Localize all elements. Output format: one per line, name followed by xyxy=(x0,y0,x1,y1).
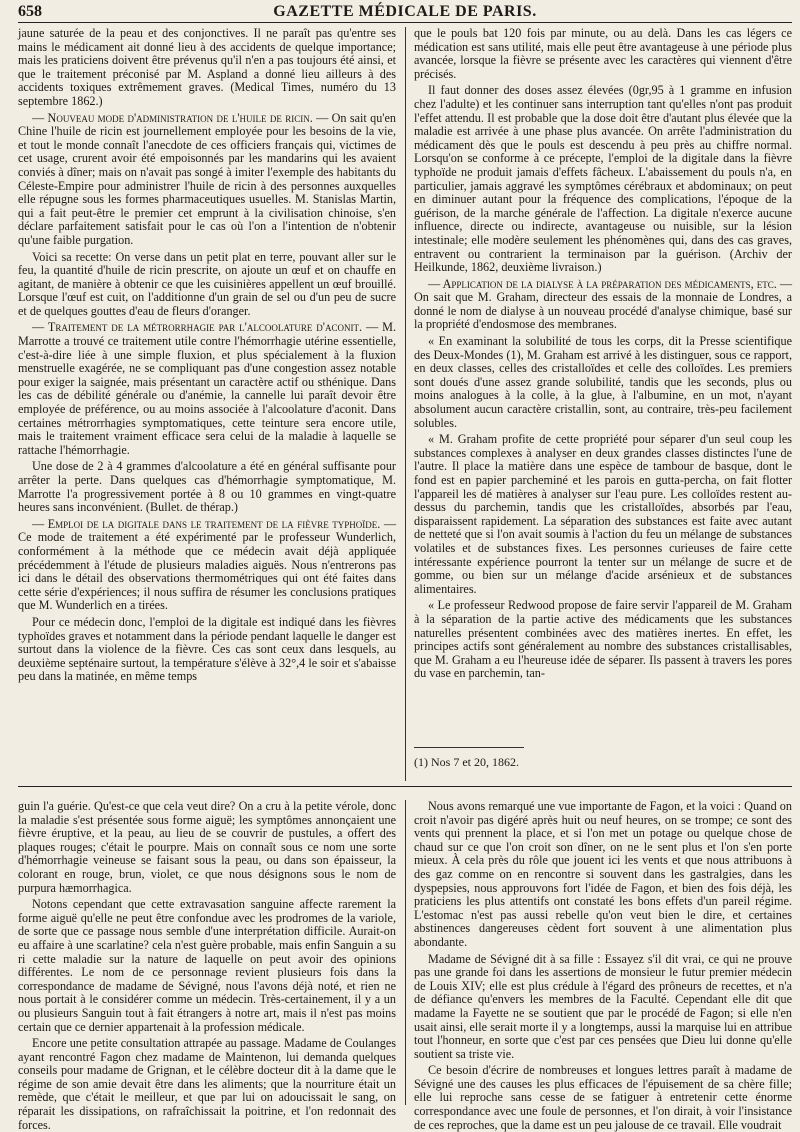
section-body: — Ce mode de traitement a été expérimenté par le professeur Wunderlich, conformément à la méthode que ce médecin avait déjà appliquée précédemment à l'étude de plusieurs maladies aiguës. Nous n'entrerons pas ici dans le détail des observations thermométriques qui ont été faites dans cette série d'expériences; il nous suffira de résumer les conclusions pratiques que M. Wunderlich en a tirées. xyxy=(18,516,397,613)
section-body: — On sait que M. Graham, directeur des essais de la monnaie de Londres, a donné le nom de dialyse à un nouveau procédé d'analyse chimique, basé sur la propriété d'endosmose des membranes. xyxy=(414,276,793,332)
page-header xyxy=(18,2,792,23)
paragraph: Nous avons remarqué une vue importante de Fagon, et la voici : Quand on croit n'avoir pas digéré après huit ou neuf heures, on se trompe; ce sont des vents qui prennent la place, et si l'on met un potage ou quelque chose de chaud sur ce que l'on croit son dîner, on ne le sent plus et l'on s'en porte mieux. À cela près du rôle que jouent ici les vents et que nous attribuons à des gaz comme on en rencontre si souvent dans les gastralgies, dans les dyspepsies, nous approuvons fort l'idée de Fagon, et bien des fois déjà, les praticiens les plus attentifs ont constaté les bons effets d'un pareil régime. L'estomac n'est pas aussi rebelle qu'on veut bien le dire, et certaines abstinences dangereuses cèdent fort souvent à une alimentation plus abondante. xyxy=(414,799,792,949)
paragraph: Pour ce médecin donc, l'emploi de la digitale est indiqué dans les fièvres typhoïdes graves et notamment dans la période pendant laquelle le danger est surtout dans la violence de la fièvre. Ces cas sont ceux dans lesquels, au deuxième septénaire surtout, la température s'élève à 32°,4 le soir et s'abaisse peu dans la matinée, en même temps xyxy=(18,614,396,684)
section-title: — Emploi de la digitale dans le traitement de la fièvre typhoïde. xyxy=(32,516,381,531)
footnote-rule xyxy=(414,747,524,748)
paragraph: Une dose de 2 à 4 grammes d'alcoolature a été en général suffisante pour arrêter la perte. Dans quelques cas d'hémorrhagie symptomatique, M. Marrotte l'a progressivement portée à 8 ou 10 grammes en vingt-quatre heures sans inconvénient. (Bullet. de thérap.) xyxy=(18,459,396,515)
paragraph: « En examinant la solubilité de tous les corps, dit la Presse scientifique des Deux-Mondes (1), M. Graham est arrivé à les distinguer, sous ce rapport, en deux classes, celles des cristalloïdes et celle des colloïdes. Les premiers sont doués d'une assez grande solubilité, tandis que les seconds, plus ou moins analogues à la colle, à la glue, à l'albumine, en un mot, n'ayant absolument aucun caractère cristallin, sont, au contraire, très-peu facilement solubles. xyxy=(414,334,792,430)
section-dialyse xyxy=(414,278,792,332)
feuilleton-column-left xyxy=(18,799,396,1132)
paragraph: Voici sa recette: On verse dans un petit plat en terre, pouvant aller sur le feu, la quantité d'huile de ricin prescrite, on ajoute un œuf et on chauffe en agitant, de manière à obtenir ce que les cuisinières appellent un œuf brouillé. Lorsque l'œuf est cuit, on l'additionne d'un grain de sel ou d'un peu de sucre et de quelques gouttes d'eau de fleurs d'oranger. xyxy=(18,249,396,318)
paragraph: Notons cependant que cette extravasation sanguine affecte rarement la forme aiguë qu'elle ne peut être confondue avec les prodromes de la variole, de sorte que ce passage nous semble d'une interprétation difficile. Aurait-on eu affaire à une scarlatine? cela n'est guère probable, mais enfin Sanguin a su ri cette maladie sur la nature de laquelle on peut avoir des opinions différentes. Le nom de ce personnage revient plusieurs fois dans la correspondance de madame de Sévigné, nous l'avons déjà noté, et rien ne nous portait à le considérer comme un médecin. Très-certainement, il y a un ou plusieurs Sanguin tout à fait étrangers à notre art, mais il n'est pas moins certain que ce dernier appartenait à la profession médicale. xyxy=(18,897,396,1034)
column-divider-bottom xyxy=(405,800,406,1105)
column-divider-top xyxy=(405,27,406,781)
paragraph: « M. Graham profite de cette propriété pour séparer d'un seul coup les substances complexes à analyser en deux grandes classes distinctes l'une de l'autre. Il place la matière dans une espèce de tambour de basque, dont le fond est en papier parcheminé et les parois en gutta-percha, on fait flotter l'appareil les dé matières à analyser sur l'eau pure. Les colloïdes restent au-dessus du parchemin, tandis que les cristalloïdes, absorbés par l'eau, disparaissent rapidement. La séparation des substances est faite avec autant de netteté que si l'on avait soumis à l'action du feu un mélange de substances volatiles et de substances fixes. Les personnes curieuses de faire cette intéressante expérience pourront la tenter sur un mélange de sucre et de gomme, ou bien sur un mélange d'acide arsénieux et de substances alimentaires. xyxy=(414,432,792,596)
article-column-left-top xyxy=(18,27,396,779)
paragraph: Madame de Sévigné dit à sa fille : Essayez s'il dit vrai, ce qui ne prouve pas une grande foi dans les assertions de monsieur le futur premier médecin de Louis XIV; elle est plus crédule à l'égard des prôneurs de recettes, et n'a de défiance qu'envers les membres de la Faculté. Cependant elle dit que madame la Fayette ne se soutient que par le procédé de Fagon; si elle n'en usait ainsi, elle serait morte il y a longtemps, aussi la marquise lui en attribue tout l'honneur, en sorte que c'est par ces pensées que Dieu lui donne qu'elle soutient sa triste vie. xyxy=(414,951,792,1061)
paragraph: « Le professeur Redwood propose de faire servir l'appareil de M. Graham à la séparation de la partie active des médicaments que les substances naturelles présentent combinées avec des matières inertes. En effet, les principes actifs sont généralement au nombre des substances cristallisables, que M. Graham a eu l'heureuse idée de séparer. Ils passent à travers les pores du vase en parchemin, tan- xyxy=(414,598,792,681)
section-title: — Application de la dialyse à la préparation des médicaments, etc. xyxy=(428,276,777,291)
page-number: 658 xyxy=(18,3,42,20)
paragraph: que le pouls bat 120 fois par minute, ou au delà. Dans les cas légers ce médication est sans utilité, mais elle peut être avantageuse à une période plus avancée, lorsque la fièvre se présente avec les caractères qui viennent d'être précisés. xyxy=(414,26,792,81)
section-title: — Traitement de la métrorrhagie par l'alcoolature d'aconit. xyxy=(32,320,363,335)
feuilleton-separator xyxy=(18,786,792,787)
section-digitale xyxy=(18,518,396,613)
section-ricin xyxy=(18,112,396,248)
section-body: — On sait qu'en Chine l'huile de ricin est journellement employée pour les besoins de la vie, et tout le monde connaît l'anecdote de ces officiers français qui, victimes de cet usage, crurent avoir été empoisonnés par les mandarins qui les avaient conviés à dîner; mais on n'avait pas songé à imiter l'exemple des habitants du Céleste-Empire pour administrer l'huile de ricin à des personnes auxquelles elle répugne sous les formes pharmaceutiques usuelles. M. Stanislas Martin, qui a fait peut-être le premier cet emprunt à la civilisation chinoise, s'en déclare parfaitement satisfait pour le cas où l'on a l'intention de n'obtenir qu'une faible purgation. xyxy=(18,110,396,247)
paragraph: Il faut donner des doses assez élevées (0gr,95 à 1 gramme en infusion chez l'adulte) et les continuer sans interruption tant qu'elles n'ont pas produit l'effet attendu. Il est probable que la dose doit être d'autant plus élevée que la maladie est arrivée à une phase plus avancée. On arrête l'administration du médicament dès que le pouls est descendu à peu près au chiffre normal. Lorsqu'on se conforme à ce précepte, l'emploi de la digitale dans la fièvre typhoïde ne produit jamais d'effets fâcheux. L'abaissement du pouls n'a, en particulier, jamais aggravé les symptômes cérébraux et abdominaux; on peut en diminuer autant pour la fréquence des complications, l'époque de la guérison, de la marche générale de l'affection. La digitale n'exerce aucune influence, directe ou indirecte, avantageuse ou nuisible, sur la lésion intestinale; elle modère seulement les phénomènes qui, dans des cas graves, entravent ou contrarient la terminaison par la guérison. (Archiv der Heilkunde, 1862, deuxième livraison.) xyxy=(414,83,792,275)
paragraph: Ce besoin d'écrire de nombreuses et longues lettres paraît à madame de Sévigné une des causes les plus efficaces de l'épuisement de sa chère fille; elle lui reproche sans cesse de se fatiguer à entretenir cette énorme correspondance avec une foule de personnes, et l'on dirait, à voir l'insistance de ces reproches, que la dame est un peu jalouse de ce travail. Elle voudrait xyxy=(414,1063,792,1132)
section-metrorrhagie xyxy=(18,321,396,457)
section-body: — M. Marrotte a trouvé ce traitement utile contre l'hémorrhagie utérine essentielle, c'est-à-dire liée à une simple fluxion, et plus spécialement à la fluxion menstruelle exagérée, ne se compliquant pas d'une congestion assez notable pour exiger la saignée, mais présentant un caractère actif ou sthénique. Dans les cas de débilité générale ou d'anémie, la cannelle lui paraît devoir être employée de préférence, ou au moins associée à l'alcoolature d'aconit. Dans certaines métrorrhagies symptomatiques, cette teinture sera encore utile, mais le traitement vraiment efficace sera celui de la maladie à laquelle se rattache l'hémorrhagie. xyxy=(18,320,396,457)
journal-title: GAZETTE MÉDICALE DE PARIS. xyxy=(273,3,537,20)
footnote: (1) Nos 7 et 20, 1862. xyxy=(414,755,519,769)
feuilleton-column-right xyxy=(414,799,792,1132)
paragraph: jaune saturée de la peau et des conjonctives. Il ne paraît pas qu'entre ses mains le médicament ait donné lieu à des accidents de quelque importance; mais les praticiens doivent être prévenus qu'il n'en a pas toujours été ainsi, et que le traitement préconisé par M. Aspland a donné lieu ailleurs à des accidents toxiques extrêmement graves. (Medical Times, numéro du 13 septembre 1862.) xyxy=(18,26,396,108)
paragraph: Encore une petite consultation attrapée au passage. Madame de Coulanges ayant rencontré Fagon chez madame de Maintenon, lui demanda quelques conseils pour madame de Grignan, et le célèbre docteur dit à la dame que le régime de son amie devait être dans les aliments; que la nourriture était un remède, que c'était le meilleur, et que par lui on adoucissait le sang, on réparait les dissipations, on rafraîchissait la poitrine, et l'on redonnait des forces. xyxy=(18,1036,396,1132)
paragraph: guin l'a guérie. Qu'est-ce que cela veut dire? On a cru à la petite vérole, donc la maladie s'est présentée sous forme aiguë; les symptômes annonçaient une fièvre éruptive, et la peau, au lieu de se couvrir de pustules, a offert des plaques rouges; c'était le pourpre. Mais on connaît sous ce nom une sorte d'hémorrhagie veineuse se faisant sous la peau, ou dans son épaisseur, la colorant en rouge, brun, violet, ce que nous désignons sous le nom de purpura hæmorrhagica. xyxy=(18,799,396,895)
article-column-right-top xyxy=(414,27,792,740)
section-title: — Nouveau mode d'administration de l'huile de ricin. xyxy=(32,110,313,125)
